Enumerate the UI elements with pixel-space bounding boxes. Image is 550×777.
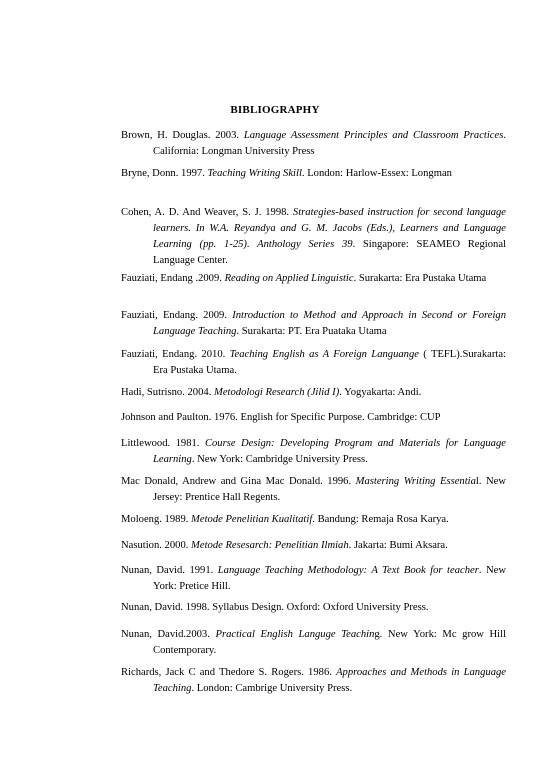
bibliography-entry	[121, 563, 506, 595]
bibliography-entry	[121, 308, 506, 340]
bibliography-entry	[121, 166, 506, 182]
bibliography-entry	[121, 665, 506, 697]
entry-title: Teaching English as A Foreign Languange	[229, 349, 419, 360]
entry-author: Littlewood. 1981.	[121, 438, 205, 449]
entry-publisher: . Jakarta: Bumi Aksara.	[348, 540, 448, 551]
entry-publisher: . Bandung: Remaja Rosa Karya.	[312, 514, 449, 525]
bibliography-entry	[121, 600, 506, 616]
entry-author: Moloeng. 1989.	[121, 514, 192, 525]
bibliography-entry	[121, 128, 506, 160]
entry-title: Mastering Writing Essentia	[355, 476, 476, 487]
bibliography-entry	[121, 347, 506, 379]
entry-title: Strategies-based instruction for second language learners. In W.A. Reyandya and G. M. Jacobs (Eds.), Learners and Language Learning (pp. 1-25). Anthology Series 39	[153, 207, 506, 250]
entry-author: Fauziati, Endang .2009.	[121, 273, 225, 284]
entry-publisher: . Surakarta: Era Pustaka Utama	[353, 273, 487, 284]
bibliography-entry	[121, 385, 506, 401]
bibliography-entry	[121, 538, 506, 554]
entry-publisher: . New York: Cambridge University Press.	[191, 454, 368, 465]
entry-publisher: . Surakarta: PT. Era Puataka Utama	[236, 326, 387, 337]
entry-author: Nunan, David. 1991.	[121, 565, 218, 576]
bibliography-entry	[121, 512, 506, 528]
entry-author: Mac Donald, Andrew and Gina Mac Donald. 1996.	[121, 476, 356, 487]
bibliography-entry	[121, 436, 506, 468]
entry-publisher: . London: Harlow-Essex: Longman	[301, 168, 452, 179]
entry-title: Teaching Writing Skill	[207, 168, 302, 179]
entry-author: Richards, Jack C and Thedore S. Rogers. 1986.	[121, 667, 337, 678]
entry-publisher: . London: Cambrige University Press.	[191, 683, 353, 694]
entry-title: Practical English Languge Teachin	[215, 629, 375, 640]
entry-title: Reading on Applied Linguistic	[224, 273, 354, 284]
entry-author: Nunan, David.2003.	[121, 629, 216, 640]
entry-publisher: l. New Jersey: Prentice Hall Regents.	[153, 476, 506, 503]
bibliography-entry	[121, 205, 506, 269]
bibliography-entry	[121, 271, 506, 287]
entry-text: Johnson and Paulton. 1976. English for Specific Purpose. Cambridge: CUP	[121, 412, 441, 423]
entry-publisher: . Yogyakarta: Andi.	[339, 387, 422, 398]
entry-title: Metodologi Research (Jilid I)	[214, 387, 340, 398]
entry-author: Cohen, A. D. And Weaver, S. J. 1998.	[121, 207, 293, 218]
entry-publisher: g. New York: Mc grow Hill Contemporary.	[153, 629, 507, 656]
entry-author: Fauziati, Endang. 2009.	[121, 310, 233, 321]
entry-title: Metode Penelitian Kualitatif	[191, 514, 313, 525]
bibliography-entry	[121, 627, 506, 659]
page-title: BIBLIOGRAPHY	[230, 104, 320, 116]
entry-title: Metode Resesarch: Penelitian Ilmiah	[191, 540, 349, 551]
entry-author: Bryne, Donn. 1997.	[121, 168, 208, 179]
entry-title: Language Teaching Methodology: A Text Book for teacher	[217, 565, 479, 576]
entry-author: Hadi, Sutrisno. 2004.	[121, 387, 214, 398]
bibliography-entry	[121, 410, 506, 426]
entry-title: Introduction to Method and Approach in Second or Foreign Language Teaching	[153, 310, 506, 337]
bibliography-entry	[121, 474, 506, 506]
entry-publisher: . California: Longman University Press	[153, 130, 506, 157]
entry-author: Brown, H. Douglas. 2003.	[121, 130, 244, 141]
entry-author: Fauziati, Endang. 2010.	[121, 349, 230, 360]
entry-publisher: . Singapore: SEAMEO Regional Language Center.	[153, 239, 506, 266]
entry-title: Course Design: Developing Program and Materials for Language Learning	[153, 438, 506, 465]
entry-publisher: ( TEFL).Surakarta: Era Pustaka Utama.	[153, 349, 506, 376]
entry-text: Nunan, David. 1998. Syllabus Design. Oxford: Oxford University Press.	[121, 602, 429, 613]
entry-publisher: . New York: Pretice Hill.	[153, 565, 506, 592]
entry-title: Language Assessment Principles and Classroom Practices	[243, 130, 504, 141]
entry-title: Approaches and Methods in Language Teaching	[153, 667, 506, 694]
entry-author: Nasution. 2000.	[121, 540, 192, 551]
